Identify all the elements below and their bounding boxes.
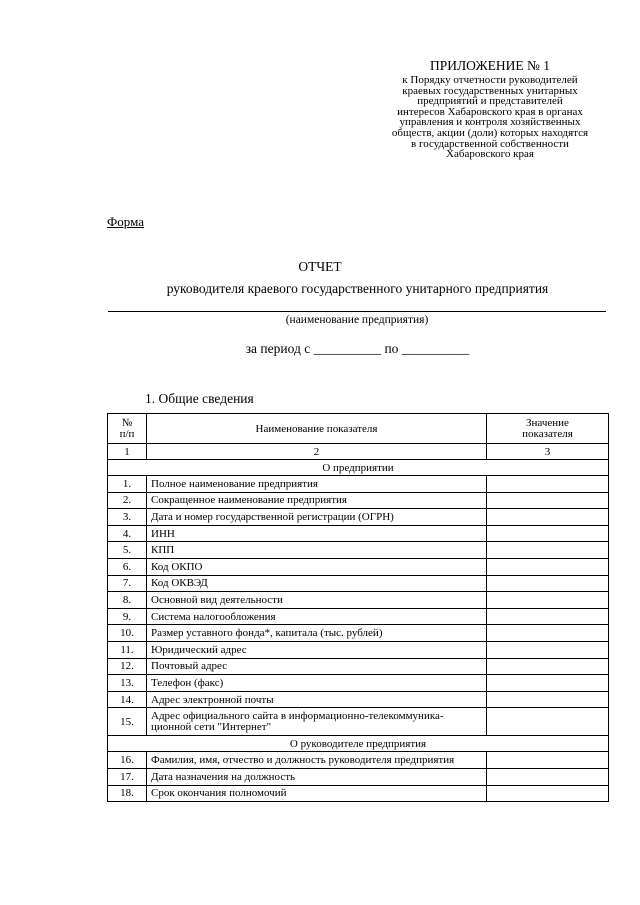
row-value-cell[interactable] [487, 509, 609, 526]
table-row [108, 691, 609, 708]
appendix-line: Хабаровского края [446, 148, 534, 161]
row-indicator-name: Полное наименование предприятия [147, 476, 487, 493]
row-indicator-name: Размер уставного фонда*, капитала (тыс. рублей) [147, 625, 487, 642]
row-number: 6. [108, 558, 147, 575]
row-value-cell[interactable] [487, 558, 609, 575]
row-number: 16. [108, 752, 147, 769]
table-index-row [108, 444, 609, 460]
appendix-title: ПРИЛОЖЕНИЕ № 1 [429, 58, 551, 73]
row-indicator-name: Код ОКПО [147, 558, 487, 575]
table-row [108, 592, 609, 609]
table-row [108, 768, 609, 785]
table-row [108, 575, 609, 592]
table-row [108, 708, 609, 736]
row-number: 13. [108, 675, 147, 692]
table-row [108, 752, 609, 769]
row-indicator-name: Дата назначения на должность [147, 768, 487, 785]
head-rows [108, 752, 609, 802]
row-value-cell[interactable] [487, 752, 609, 769]
appendix-line: интересов Хабаровского края в органах [397, 105, 583, 118]
table-row [108, 476, 609, 493]
row-number: 17. [108, 768, 147, 785]
row-indicator-name: Почтовый адрес [147, 658, 487, 675]
section-row-enterprise [108, 460, 609, 476]
row-number: 11. [108, 641, 147, 658]
row-number: 5. [108, 542, 147, 559]
table-row [108, 785, 609, 802]
section-label: О руководителе предприятия [108, 736, 609, 752]
header-name: Наименование показателя [147, 414, 487, 444]
row-number: 15. [108, 708, 147, 736]
table-row [108, 525, 609, 542]
row-indicator-name: ИНН [147, 525, 487, 542]
row-number: 18. [108, 785, 147, 802]
row-value-cell[interactable] [487, 542, 609, 559]
row-value-cell[interactable] [487, 785, 609, 802]
row-indicator-name: Система налогообложения [147, 608, 487, 625]
appendix-text [375, 75, 605, 160]
row-value-cell[interactable] [487, 592, 609, 609]
report-period: за период с __________ по __________ [245, 341, 470, 356]
appendix-line: обществ, акции (доли) которых находятся [391, 126, 589, 139]
table-row [108, 492, 609, 509]
row-value-cell[interactable] [487, 641, 609, 658]
general-info-table [107, 413, 609, 802]
enterprise-name-caption: (наименование предприятия) [285, 314, 429, 326]
row-number: 12. [108, 658, 147, 675]
row-value-cell[interactable] [487, 658, 609, 675]
row-number: 7. [108, 575, 147, 592]
section-label: О предприятии [108, 460, 609, 476]
appendix-line: к Порядку отчетности руководителей [402, 74, 578, 86]
row-value-cell[interactable] [487, 691, 609, 708]
table-row [108, 675, 609, 692]
row-indicator-name: Основной вид деятельности [147, 592, 487, 609]
row-number: 3. [108, 509, 147, 526]
row-indicator-name: Адрес электронной почты [147, 691, 487, 708]
table-row [108, 658, 609, 675]
row-indicator-name: КПП [147, 542, 487, 559]
appendix-block [375, 58, 605, 160]
row-value-cell[interactable] [487, 492, 609, 509]
appendix-line: предприятий и представителей [417, 95, 563, 108]
row-number: 2. [108, 492, 147, 509]
row-indicator-name: Дата и номер государственной регистрации (ОГРН) [147, 509, 487, 526]
row-value-cell[interactable] [487, 768, 609, 785]
table-row [108, 509, 609, 526]
row-indicator-name: Юридический адрес [147, 641, 487, 658]
row-value-cell[interactable] [487, 608, 609, 625]
row-value-cell[interactable] [487, 625, 609, 642]
row-indicator-name: Код ОКВЭД [147, 575, 487, 592]
header-num: № п/п [108, 414, 147, 444]
table-row [108, 558, 609, 575]
section-row-head [108, 736, 609, 752]
row-value-cell[interactable] [487, 525, 609, 542]
table-row [108, 542, 609, 559]
row-indicator-name: Сокращенное наименование предприятия [147, 492, 487, 509]
appendix-line: управления и контроля хозяйственных [399, 116, 581, 129]
row-value-cell[interactable] [487, 575, 609, 592]
report-title: ОТЧЕТ [298, 259, 342, 274]
row-indicator-name: Адрес официального сайта в информационно-телекоммуника-ционной сети "Интернет" [147, 708, 487, 736]
row-value-cell[interactable] [487, 476, 609, 493]
table-row [108, 625, 609, 642]
index-cell: 3 [487, 444, 609, 460]
row-number: 14. [108, 691, 147, 708]
appendix-line: в государственной собственности [411, 137, 569, 150]
row-number: 1. [108, 476, 147, 493]
report-subtitle: руководителя краевого государственного унитарного предприятия [166, 281, 549, 296]
row-number: 8. [108, 592, 147, 609]
index-cell: 1 [108, 444, 147, 460]
table-row [108, 608, 609, 625]
row-indicator-name: Срок окончания полномочий [147, 785, 487, 802]
table-header-row [108, 414, 609, 444]
row-indicator-name: Фамилия, имя, отчество и должность руководителя предприятия [147, 752, 487, 769]
row-value-cell[interactable] [487, 675, 609, 692]
section-title: 1. Общие сведения [145, 391, 254, 406]
row-number: 9. [108, 608, 147, 625]
header-value: Значение показателя [487, 414, 609, 444]
row-number: 4. [108, 525, 147, 542]
table-row [108, 641, 609, 658]
enterprise-name-line [108, 311, 606, 312]
appendix-line: краевых государственных унитарных [402, 84, 578, 97]
row-number: 10. [108, 625, 147, 642]
enterprise-rows [108, 476, 609, 736]
row-value-cell[interactable] [487, 708, 609, 736]
row-indicator-name: Телефон (факс) [147, 675, 487, 692]
form-label: Форма [107, 214, 144, 229]
index-cell: 2 [147, 444, 487, 460]
